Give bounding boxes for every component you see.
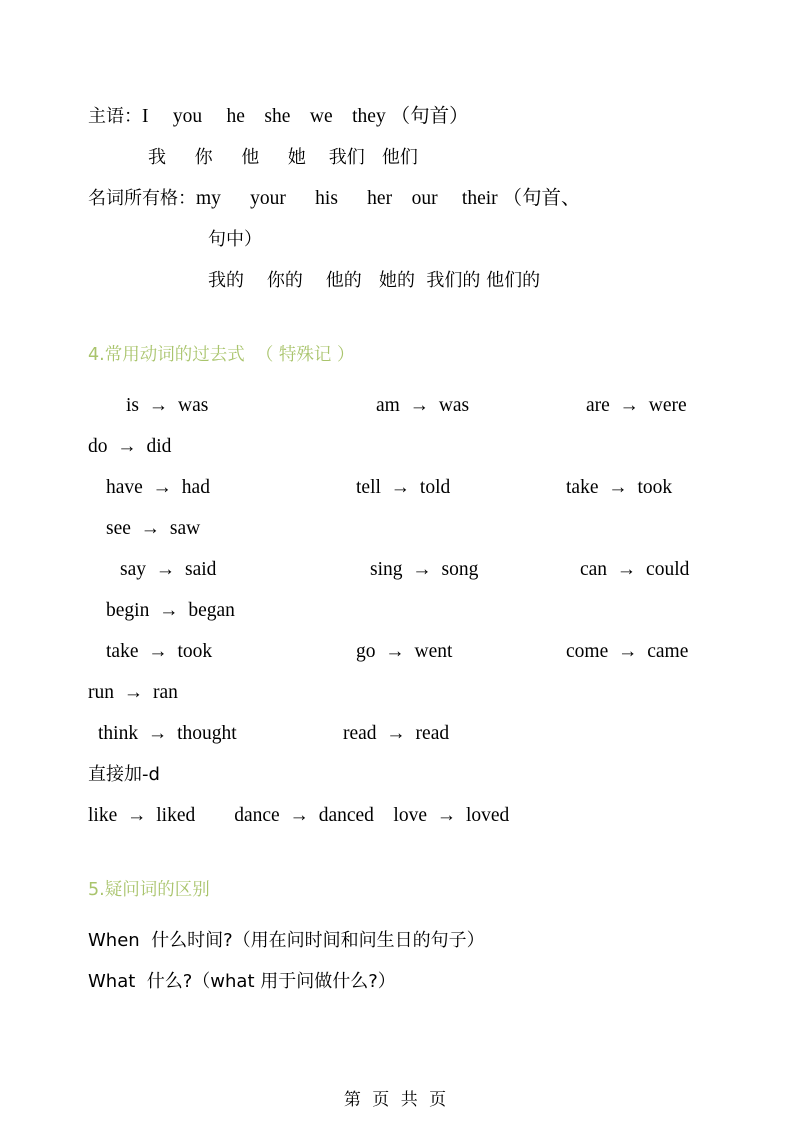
verb-pair: do → did	[88, 436, 172, 457]
verb-row	[88, 590, 728, 631]
document-body	[88, 96, 728, 1002]
verb-row	[88, 467, 728, 508]
verb-pair: am → was	[376, 395, 470, 416]
verb-row	[88, 508, 728, 549]
question-word-line: When 什么时间?（用在问时间和问生日的句子）	[88, 930, 485, 951]
possessive-label-cont: 句中）	[208, 229, 262, 250]
verb-pair: think → thought	[98, 723, 237, 744]
verb-pair: see → saw	[106, 518, 201, 539]
verb-pair: are → were	[586, 395, 687, 416]
verb-row	[88, 549, 728, 590]
verb-pair: take → took	[106, 641, 213, 662]
subject-pronoun-line	[88, 96, 728, 137]
spacer	[88, 910, 728, 920]
spacer	[88, 836, 728, 870]
possessive-pronoun-line	[88, 178, 728, 219]
verb-pair: begin → began	[106, 600, 235, 621]
verb-pair: take → took	[566, 477, 673, 498]
verb-pair: is → was	[126, 395, 209, 416]
section4-heading: 4.常用动词的过去式 （ 特殊记 ）	[88, 345, 355, 365]
regular-past-row: like → liked dance → danced love → loved	[88, 805, 510, 826]
question-word-line: What 什么?（what 用于问做什么?）	[88, 971, 396, 992]
possessive-label: 名词所有格：	[88, 188, 196, 209]
verb-pair: run → ran	[88, 682, 178, 703]
verb-table	[88, 385, 728, 754]
spacer	[88, 375, 728, 385]
spacer	[88, 301, 728, 335]
verb-pair: can → could	[580, 559, 690, 580]
subject-pronouns: I you he she we they （句首）	[142, 106, 469, 127]
regular-past-label: 直接加-d	[88, 764, 160, 785]
verb-row	[88, 713, 728, 754]
verb-pair: read → read	[343, 723, 450, 744]
verb-pair: say → said	[120, 559, 217, 580]
verb-row	[88, 672, 728, 713]
possessive-meanings-line: 我的 你的 他的 她的 我们的 他们的	[208, 270, 541, 291]
subject-label: 主语：	[88, 106, 142, 127]
possessive-pronouns: my your his her our their （句首、	[196, 188, 581, 209]
verb-row	[88, 426, 728, 467]
verb-pair: go → went	[356, 641, 453, 662]
verb-pair: sing → song	[370, 559, 479, 580]
verb-row	[88, 385, 728, 426]
verb-row	[88, 631, 728, 672]
section5-heading: 5.疑问词的区别	[88, 880, 210, 900]
verb-pair: come → came	[566, 641, 689, 662]
page-footer: 第 页 共 页	[343, 1090, 450, 1110]
verb-pair: have → had	[106, 477, 210, 498]
verb-pair: tell → told	[356, 477, 451, 498]
subject-meanings-line: 我 你 他 她 我们 他们	[148, 147, 418, 168]
